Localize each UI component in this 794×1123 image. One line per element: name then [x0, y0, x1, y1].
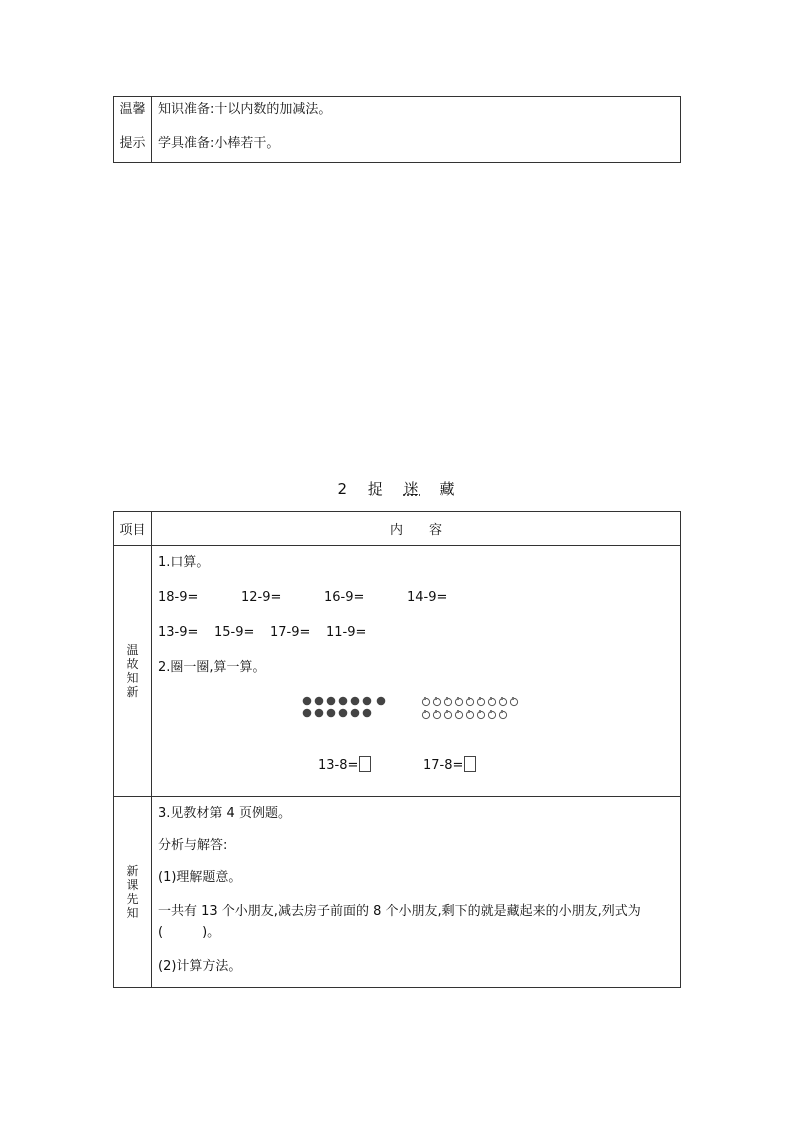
preview-content — [152, 797, 681, 988]
problem-sentence: 一共有 13 个小朋友,减去房子前面的 8 个小朋友,剩下的就是藏起来的小朋友,列式为 — [158, 904, 641, 919]
calc-row-1 — [158, 587, 680, 622]
q3-title: 3.见教材第 4 页例题。 — [158, 806, 291, 821]
knowledge-prep: 知识准备:十以内数的加减法。 — [158, 102, 332, 117]
preview-label-char: 先 — [126, 892, 139, 906]
step-2: (2)计算方法。 — [158, 959, 242, 974]
calc-item: 14-9= — [407, 590, 448, 605]
header-item: 项目 — [114, 512, 152, 546]
preview-label — [114, 797, 152, 988]
preview-label-char: 新 — [126, 864, 139, 878]
section-number: 2 — [337, 480, 350, 498]
section-title — [0, 478, 794, 499]
review-label — [114, 546, 152, 797]
section-title-char: 迷 — [403, 480, 421, 498]
preview-label-char: 课 — [126, 878, 139, 892]
calc-item: 15-9= — [214, 625, 255, 640]
tips-label-bottom: 提示 — [119, 136, 146, 151]
calc-item: 13-9= — [158, 625, 199, 640]
calc-row-2 — [158, 622, 680, 657]
equation-1-text: 13-8= — [318, 758, 359, 773]
calc-item: 12-9= — [241, 590, 282, 605]
answer-box[interactable] — [359, 756, 371, 772]
equation-2 — [423, 756, 476, 773]
tips-label-top: 温馨 — [119, 102, 146, 117]
analysis-label: 分析与解答: — [158, 838, 228, 853]
equation-1 — [318, 756, 371, 773]
section-title-char: 藏 — [439, 480, 457, 498]
review-label-char: 知 — [126, 671, 139, 685]
q2-title: 2.圈一圈,算一算。 — [158, 660, 266, 675]
q1-title: 1.口算。 — [158, 555, 210, 570]
calc-item: 18-9= — [158, 590, 199, 605]
review-content — [152, 546, 681, 797]
calc-item: 17-9= — [270, 625, 311, 640]
answer-box[interactable] — [464, 756, 476, 772]
review-label-char: 新 — [126, 685, 139, 699]
counter-illustration — [158, 692, 680, 752]
equation-row — [158, 752, 680, 796]
tips-table — [113, 96, 681, 163]
tips-content — [152, 97, 681, 163]
review-label-char: 故 — [126, 657, 139, 671]
equation-2-text: 17-8= — [423, 758, 464, 773]
dots-image — [302, 696, 532, 726]
review-label-char: 温 — [126, 643, 139, 657]
tips-label — [114, 97, 152, 163]
header-content: 内 容 — [152, 512, 681, 546]
calc-item: 16-9= — [324, 590, 365, 605]
calc-item: 11-9= — [326, 625, 367, 640]
lesson-table — [113, 511, 681, 988]
answer-blank: ( )。 — [158, 925, 221, 940]
step-1: (1)理解题意。 — [158, 870, 242, 885]
preview-label-char: 知 — [126, 906, 139, 920]
section-title-char: 捉 — [367, 480, 385, 498]
tools-prep: 学具准备:小棒若干。 — [158, 136, 280, 151]
